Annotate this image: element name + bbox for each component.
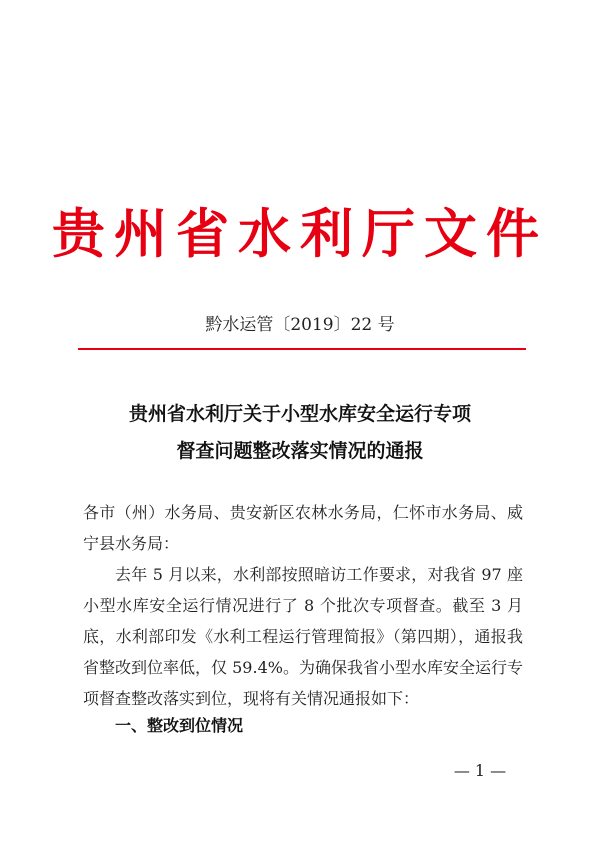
document-masthead: 贵州省水利厅文件 — [52, 203, 548, 265]
document-title-line-2: 督查问题整改落实情况的通报 — [176, 440, 424, 462]
red-separator-line — [78, 348, 526, 350]
page-number: — 1 — — [453, 761, 507, 780]
document-title-line-1: 贵州省水利厅关于小型水库安全运行专项 — [128, 403, 471, 425]
document-number: 黔水运管〔2019〕22 号 — [205, 315, 395, 335]
addressees-paragraph: 各市（州）水务局、贵安新区农林水务局，仁怀市水务局、威宁县水务局： — [83, 503, 523, 553]
document-body — [83, 497, 523, 714]
body-paragraph-1: 去年 5 月以来，水利部按照暗访工作要求，对我省 97 座小型水库安全运行情况进行了 8 个批次专项督查。截至 3 月底，水利部印发《水利工程运行管理简报》（第四期），通报我省整改到位率低，仅 59.4%。为确保我省小型水库安全运行专项督查整改落实到位，现将有关情况通报如下： — [83, 565, 523, 708]
section-heading-1: 一、整改到位情况 — [115, 716, 244, 735]
